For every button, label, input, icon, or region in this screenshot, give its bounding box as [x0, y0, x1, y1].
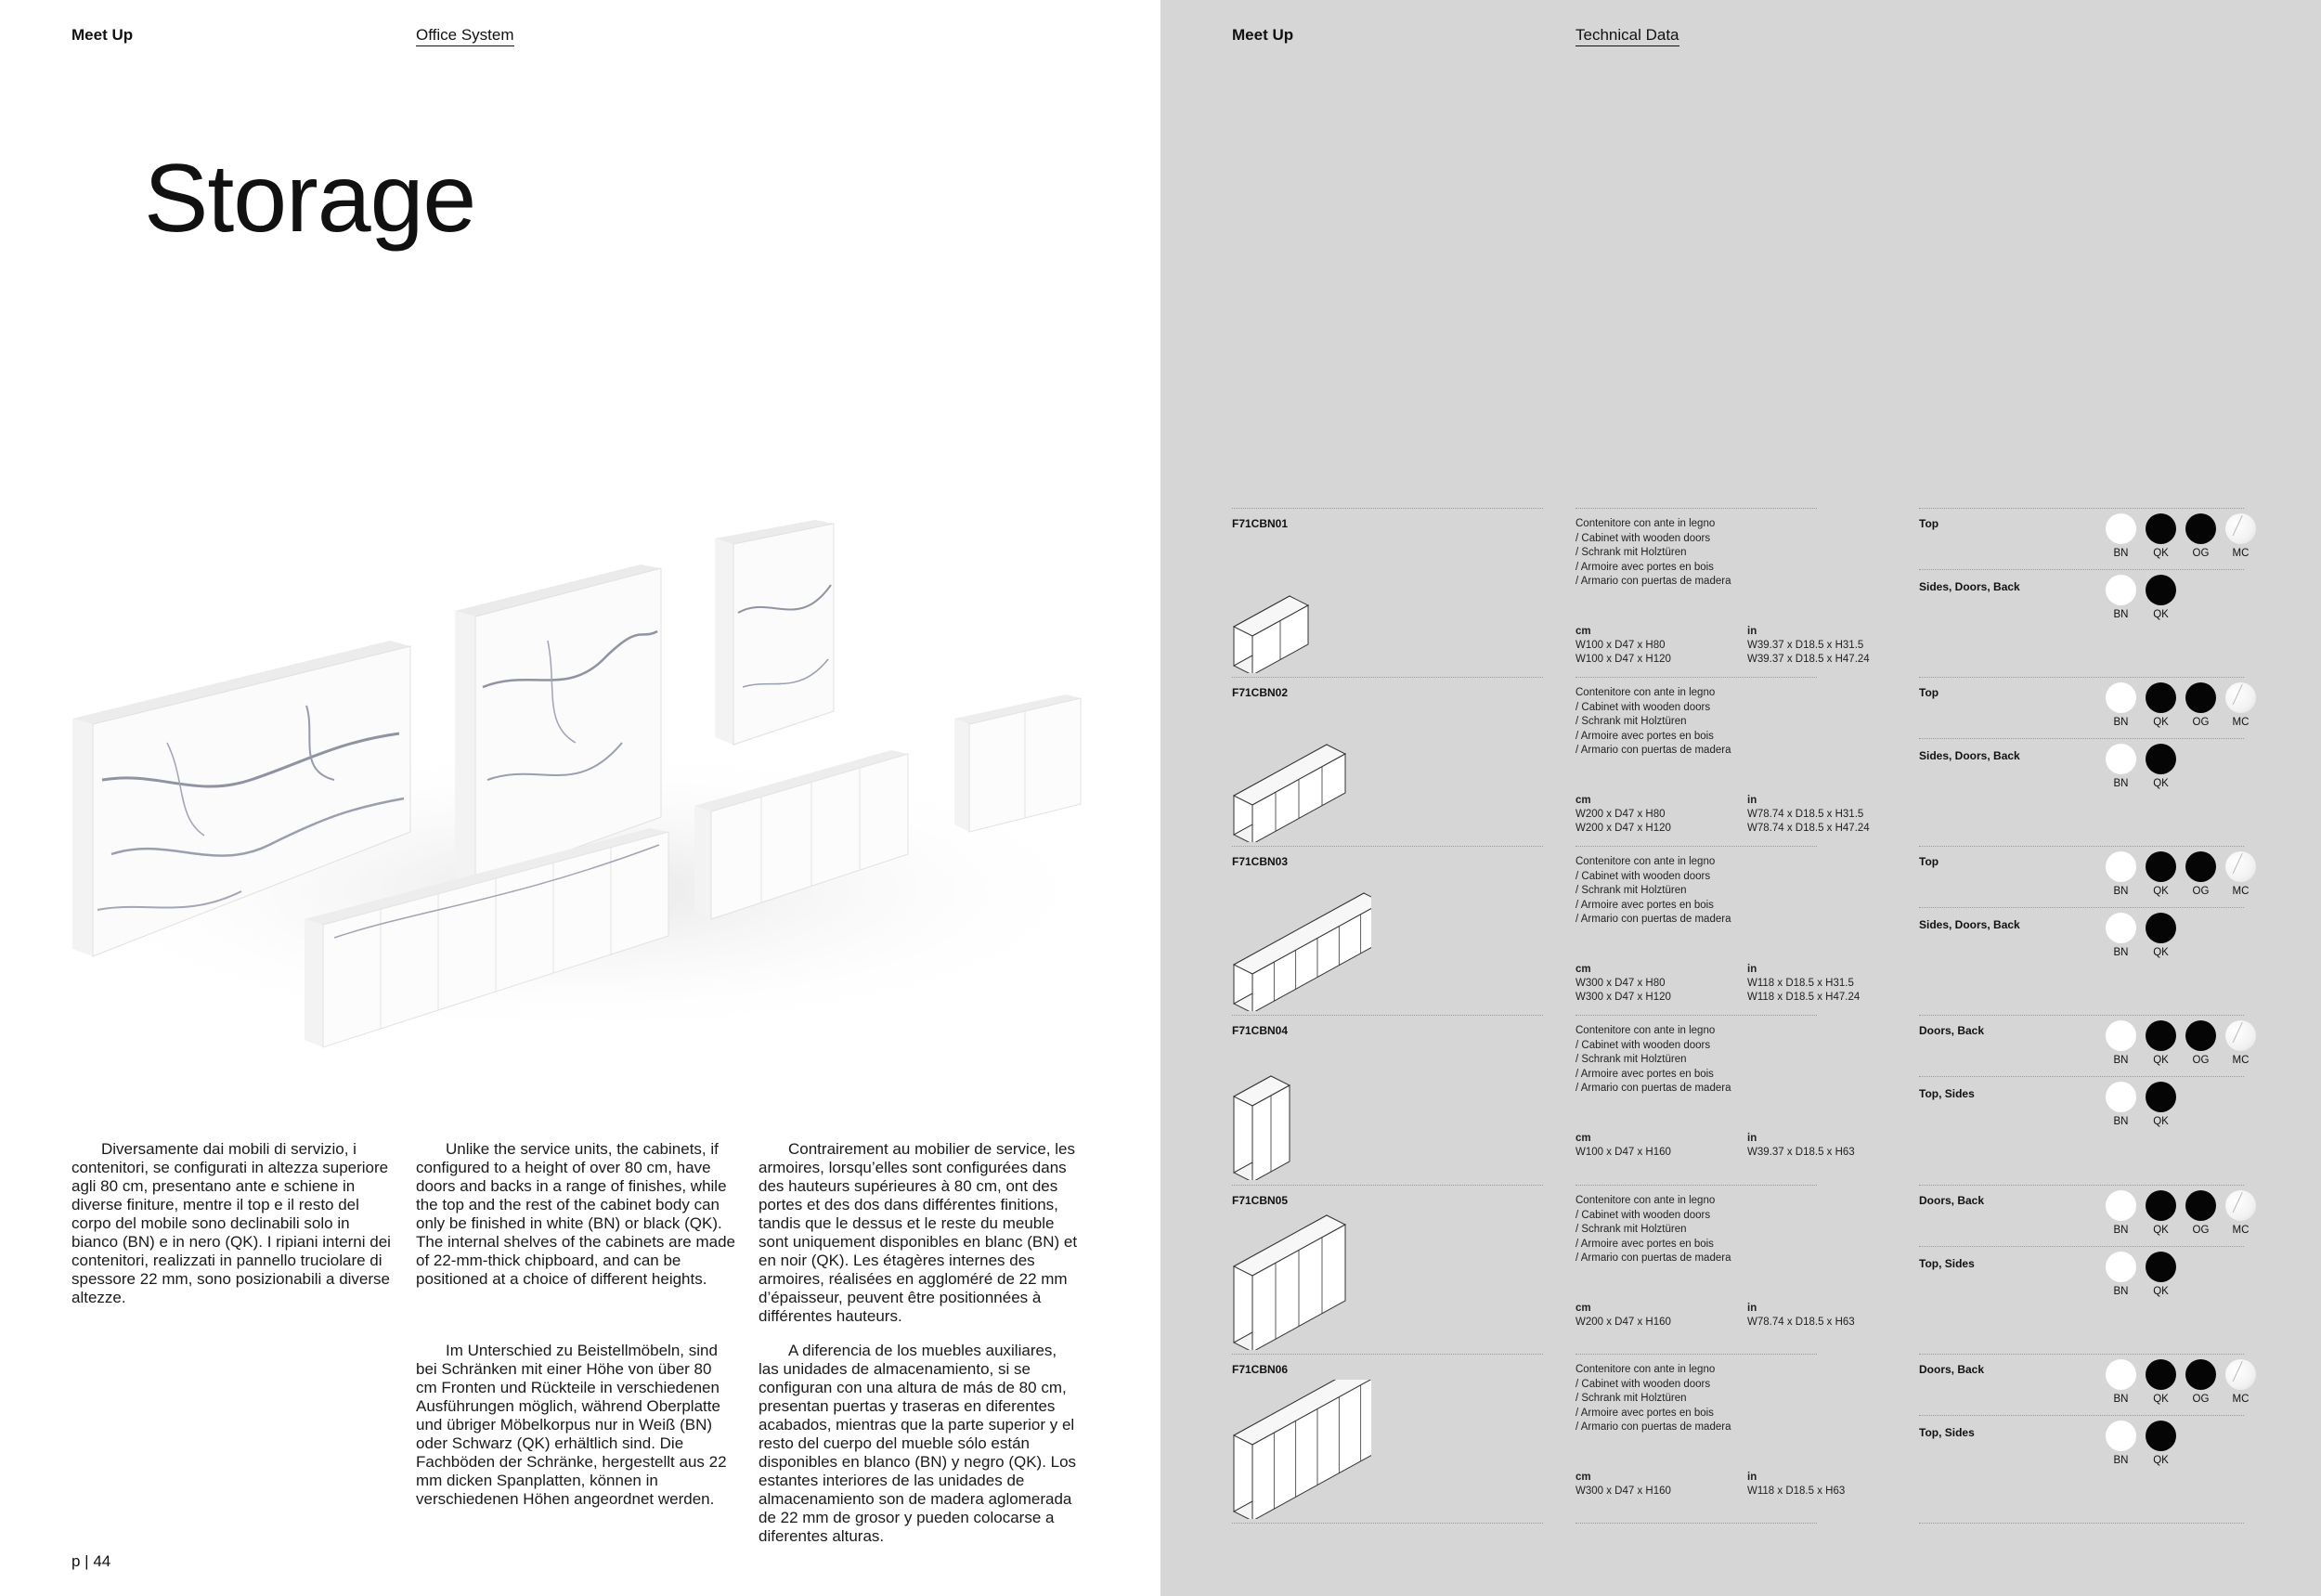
swatch-code: MC — [2232, 886, 2250, 897]
dimension-value: W300 x D47 x H120 — [1575, 992, 1671, 1003]
finish-swatch[interactable] — [2145, 744, 2177, 789]
dimensions-cm — [1575, 794, 1671, 836]
text-english: Unlike the service units, the cabinets, if configured to a height of over 80 cm, have doors and backs in a range of finishes, while the top and the rest of the cabinet body can only be finished in white (BN) or black (QK). The internal shelves of the cabinets are made of 22-mm-thick chipboard, and can be positioned at a choice of different heights. — [416, 1140, 735, 1288]
finish-swatches — [2105, 682, 2257, 728]
swatch-color — [2225, 1359, 2256, 1390]
finish-divider — [1919, 738, 2244, 739]
finish-swatch[interactable] — [2105, 1252, 2137, 1297]
row-divider — [1919, 1015, 2244, 1016]
swatch-code: BN — [2113, 1116, 2129, 1127]
product-row — [1232, 846, 2250, 1015]
finish-label: Sides, Doors, Back — [1919, 918, 2020, 931]
swatch-color — [2106, 1190, 2136, 1221]
row-divider — [1232, 1185, 1543, 1186]
finish-swatch[interactable] — [2145, 1252, 2177, 1297]
unit-label: cm — [1575, 795, 1591, 806]
row-divider — [1232, 846, 1543, 847]
swatch-color — [2146, 1359, 2176, 1390]
unit-label: cm — [1575, 1472, 1591, 1483]
finish-swatch[interactable] — [2105, 1020, 2137, 1066]
brand-title: Meet Up — [1232, 26, 1294, 44]
section-link[interactable]: Office System — [416, 26, 514, 46]
finish-swatch[interactable] — [2224, 682, 2257, 728]
description-line: / Cabinet with wooden doors — [1575, 1378, 1711, 1390]
swatch-color — [2185, 851, 2216, 882]
swatch-code: OG — [2192, 886, 2210, 897]
product-code: F71CBN06 — [1232, 1363, 1289, 1376]
dimension-value: W39.37 x D18.5 x H47.24 — [1747, 654, 1870, 665]
finish-label: Top — [1919, 686, 1939, 699]
finish-swatch[interactable] — [2224, 1020, 2257, 1066]
swatch-code: OG — [2192, 717, 2210, 728]
finish-swatches — [2105, 1020, 2257, 1066]
product-code: F71CBN05 — [1232, 1194, 1289, 1207]
description-line: / Cabinet with wooden doors — [1575, 1039, 1711, 1051]
description-line: / Armario con puertas de madera — [1575, 1252, 1731, 1264]
swatch-color — [2225, 1020, 2256, 1051]
swatch-color — [2106, 851, 2136, 882]
swatch-code: QK — [2153, 1394, 2169, 1405]
text-spanish: A diferencia de los muebles auxiliares, las unidades de almacenamiento, si se configuran con una altura de más de 80 cm, presentan puertas y traseras en diferentes acabados, mientras que la parte superior y el resto del cuerpo del mueble sólo están disponibles en blanco (BN) y negro (QK). Los estantes interiores de las unidades de almacenamiento son de madera aglomerada de 22 mm de grosor y pueden colocarse a diferentes alturas. — [759, 1342, 1077, 1545]
row-divider — [1919, 1354, 2244, 1355]
swatch-code: QK — [2153, 548, 2169, 559]
dimensions-in — [1747, 1132, 1855, 1160]
dimension-value: W100 x D47 x H80 — [1575, 640, 1666, 651]
cabinet-line-drawing — [1232, 872, 1371, 1011]
finish-swatch[interactable] — [2185, 513, 2217, 559]
row-divider — [1575, 508, 1817, 509]
unit-label: in — [1747, 1472, 1757, 1483]
swatch-code: BN — [2113, 886, 2129, 897]
product-code: F71CBN01 — [1232, 517, 1289, 530]
cabinet-line-drawing — [1232, 1211, 1371, 1350]
dimensions-in — [1747, 794, 1870, 836]
finish-swatches — [2105, 913, 2177, 958]
swatch-color — [2146, 744, 2176, 774]
dimension-value: W200 x D47 x H120 — [1575, 823, 1671, 834]
dimensions-in — [1747, 625, 1870, 667]
finish-swatch[interactable] — [2224, 1359, 2257, 1405]
row-divider — [1232, 677, 1543, 678]
finish-label: Doors, Back — [1919, 1363, 1985, 1376]
finish-label: Top, Sides — [1919, 1426, 1975, 1439]
swatch-color — [2146, 1082, 2176, 1112]
dimension-value: W300 x D47 x H160 — [1575, 1486, 1671, 1497]
row-divider — [1232, 1015, 1543, 1016]
dimensions-cm — [1575, 1302, 1671, 1330]
swatch-code: BN — [2113, 1455, 2129, 1466]
finish-label: Top, Sides — [1919, 1257, 1975, 1270]
swatch-code: QK — [2153, 1286, 2169, 1297]
dimension-value: W78.74 x D18.5 x H47.24 — [1747, 823, 1870, 834]
description-line: Contenitore con ante in legno — [1575, 856, 1716, 867]
product-row — [1232, 508, 2250, 677]
swatch-code: MC — [2232, 1055, 2250, 1066]
finish-swatch[interactable] — [2185, 1020, 2217, 1066]
row-divider — [1575, 1523, 1817, 1524]
finish-swatch[interactable] — [2145, 1190, 2177, 1236]
swatch-code: BN — [2113, 778, 2129, 789]
swatch-color — [2225, 851, 2256, 882]
swatch-color — [2106, 1359, 2136, 1390]
product-code: F71CBN03 — [1232, 855, 1289, 868]
finish-swatch[interactable] — [2105, 851, 2137, 897]
finish-swatch[interactable] — [2185, 1190, 2217, 1236]
dimensions-in — [1747, 1302, 1855, 1330]
product-description — [1575, 1194, 1854, 1266]
finish-swatch[interactable] — [2224, 851, 2257, 897]
description-line: / Armario con puertas de madera — [1575, 914, 1731, 925]
description-line: / Armoire avec portes en bois — [1575, 1238, 1714, 1250]
dimensions-in — [1747, 963, 1860, 1005]
swatch-color — [2225, 682, 2256, 713]
swatch-color — [2106, 575, 2136, 605]
description-line: / Cabinet with wooden doors — [1575, 870, 1711, 882]
swatch-code: QK — [2153, 1225, 2169, 1236]
finish-label: Sides, Doors, Back — [1919, 580, 2020, 593]
page-title: Storage — [144, 145, 476, 253]
finish-swatch[interactable] — [2185, 1359, 2217, 1405]
finish-swatch[interactable] — [2224, 1190, 2257, 1236]
swatch-code: BN — [2113, 1394, 2129, 1405]
description-line: / Cabinet with wooden doors — [1575, 701, 1711, 713]
swatch-color — [2185, 513, 2216, 544]
text-french: Contrairement au mobilier de service, les armoires, lorsqu’elles sont configurées dans des hauteurs supérieures à 80 cm, ont des portes et des dos dans différentes finitions, tandis que le dessus et le reste du meuble sont uniquement disponibles en blanc (BN) et en noir (QK). Les étagères internes des armoires, réalisées en aggloméré de 22 mm d’épaisseur, peuvent être positionnées à différentes hauteurs. — [759, 1140, 1078, 1325]
text-german: Im Unterschied zu Beistellmöbeln, sind bei Schränken mit einer Höhe von über 80 cm Fronten und Rückteile in verschiedenen Ausführungen möglich, während Oberplatte und übriger Möbelkorpus nur in Weiß (BN) oder Schwarz (QK) erhältlich sind. Die Fachböden der Schränke, hergestellt aus 22 mm dicken Spanplatten, können in verschiedenen Höhen angeordnet werden. — [416, 1342, 727, 1508]
finish-divider — [1919, 1076, 2244, 1077]
finish-swatch[interactable] — [2145, 513, 2177, 559]
description-line: / Schrank mit Holztüren — [1575, 716, 1687, 727]
finish-swatch[interactable] — [2145, 1020, 2177, 1066]
unit-label: in — [1747, 626, 1757, 637]
description-line: / Armario con puertas de madera — [1575, 576, 1731, 587]
swatch-color — [2146, 913, 2176, 943]
description-line: / Schrank mit Holztüren — [1575, 547, 1687, 558]
finish-swatch[interactable] — [2105, 913, 2137, 958]
description-line: / Schrank mit Holztüren — [1575, 1054, 1687, 1065]
dimensions-cm — [1575, 963, 1671, 1005]
dimension-value: W100 x D47 x H160 — [1575, 1147, 1671, 1158]
swatch-color — [2185, 1020, 2216, 1051]
dimension-value: W100 x D47 x H120 — [1575, 654, 1671, 665]
description-line: / Armario con puertas de madera — [1575, 1083, 1731, 1094]
unit-label: cm — [1575, 1133, 1591, 1144]
product-row — [1232, 1354, 2250, 1523]
unit-label: cm — [1575, 964, 1591, 975]
dimensions-in — [1747, 1471, 1845, 1499]
finish-label: Top — [1919, 855, 1939, 868]
finish-divider — [1919, 1415, 2244, 1416]
swatch-color — [2146, 1190, 2176, 1221]
product-description — [1575, 855, 1854, 928]
finish-swatch[interactable] — [2105, 1359, 2137, 1405]
swatch-code: BN — [2113, 1286, 2129, 1297]
row-divider — [1919, 677, 2244, 678]
finish-label: Sides, Doors, Back — [1919, 749, 2020, 762]
cabinet-line-drawing — [1232, 1380, 1371, 1519]
swatch-code: QK — [2153, 1116, 2169, 1127]
description-line: Contenitore con ante in legno — [1575, 1025, 1716, 1036]
finish-swatches — [2105, 744, 2177, 789]
swatch-code: BN — [2113, 548, 2129, 559]
swatch-code: BN — [2113, 947, 2129, 958]
swatch-color — [2146, 682, 2176, 713]
product-description — [1575, 1024, 1854, 1096]
swatch-code: BN — [2113, 717, 2129, 728]
swatch-code: OG — [2192, 548, 2210, 559]
swatch-code: OG — [2192, 1394, 2210, 1405]
swatch-color — [2146, 1421, 2176, 1451]
description-line: / Armario con puertas de madera — [1575, 745, 1731, 756]
product-row — [1232, 677, 2250, 846]
swatch-color — [2106, 744, 2136, 774]
finish-swatches — [2105, 1421, 2177, 1466]
swatch-code: MC — [2232, 548, 2250, 559]
product-description — [1575, 517, 1854, 590]
row-divider — [1919, 846, 2244, 847]
product-code: F71CBN04 — [1232, 1024, 1289, 1037]
dimension-value: W118 x D18.5 x H63 — [1747, 1486, 1846, 1497]
row-divider — [1919, 1185, 2244, 1186]
finish-swatch[interactable] — [2145, 913, 2177, 958]
finish-swatches — [2105, 1359, 2257, 1405]
swatch-code: QK — [2153, 778, 2169, 789]
swatch-color — [2146, 513, 2176, 544]
description-line: / Armario con puertas de madera — [1575, 1421, 1731, 1433]
dimension-value: W200 x D47 x H160 — [1575, 1317, 1671, 1328]
dimensions-cm — [1575, 625, 1671, 667]
description-line: Contenitore con ante in legno — [1575, 518, 1716, 529]
finish-swatches — [2105, 575, 2177, 620]
dimension-value: W118 x D18.5 x H47.24 — [1747, 992, 1861, 1003]
finish-swatch[interactable] — [2145, 682, 2177, 728]
description-line: Contenitore con ante in legno — [1575, 1195, 1716, 1206]
swatch-code: MC — [2232, 1394, 2250, 1405]
finish-label: Top, Sides — [1919, 1087, 1975, 1100]
swatch-code: MC — [2232, 717, 2250, 728]
swatch-color — [2106, 682, 2136, 713]
cabinet-line-drawing — [1232, 1041, 1371, 1180]
cabinet-line-drawing — [1232, 534, 1371, 673]
description-line: / Armoire avec portes en bois — [1575, 1068, 1714, 1080]
description-line: Contenitore con ante in legno — [1575, 1364, 1716, 1375]
swatch-code: QK — [2153, 1455, 2169, 1466]
description-line: / Armoire avec portes en bois — [1575, 561, 1714, 573]
finish-swatch[interactable] — [2105, 513, 2137, 559]
swatch-color — [2225, 1190, 2256, 1221]
row-divider — [1575, 1015, 1817, 1016]
swatch-code: MC — [2232, 1225, 2250, 1236]
swatch-code: QK — [2153, 947, 2169, 958]
finish-swatch[interactable] — [2224, 513, 2257, 559]
swatch-color — [2146, 851, 2176, 882]
description-line: / Armoire avec portes en bois — [1575, 899, 1714, 911]
dimension-value: W78.74 x D18.5 x H63 — [1747, 1317, 1855, 1328]
unit-label: in — [1747, 795, 1757, 806]
finish-swatch[interactable] — [2185, 682, 2217, 728]
unit-label: in — [1747, 1133, 1757, 1144]
unit-label: cm — [1575, 1303, 1591, 1314]
storage-cabinets-illustration — [28, 501, 1142, 1077]
swatch-color — [2106, 1082, 2136, 1112]
dimension-value: W78.74 x D18.5 x H31.5 — [1747, 809, 1864, 820]
finish-swatch[interactable] — [2145, 851, 2177, 897]
description-line: / Schrank mit Holztüren — [1575, 885, 1687, 896]
finish-swatch[interactable] — [2105, 1082, 2137, 1127]
swatch-color — [2146, 1252, 2176, 1282]
finish-swatch[interactable] — [2185, 851, 2217, 897]
swatch-code: QK — [2153, 609, 2169, 620]
finish-swatch[interactable] — [2145, 575, 2177, 620]
dimension-value: W200 x D47 x H80 — [1575, 809, 1666, 820]
finish-divider — [1919, 1246, 2244, 1247]
product-row — [1232, 1185, 2250, 1354]
description-line: / Armoire avec portes en bois — [1575, 730, 1714, 742]
swatch-color — [2185, 1190, 2216, 1221]
finish-swatches — [2105, 851, 2257, 897]
swatch-code: OG — [2192, 1055, 2210, 1066]
swatch-color — [2225, 513, 2256, 544]
finish-swatch[interactable] — [2105, 682, 2137, 728]
finish-swatch[interactable] — [2105, 1190, 2137, 1236]
finish-swatch[interactable] — [2145, 1421, 2177, 1466]
finish-label: Doors, Back — [1919, 1194, 1985, 1207]
description-line: Contenitore con ante in legno — [1575, 687, 1716, 698]
finish-swatches — [2105, 513, 2257, 559]
swatch-code: QK — [2153, 1055, 2169, 1066]
unit-label: in — [1747, 1303, 1757, 1314]
finish-swatch[interactable] — [2105, 744, 2137, 789]
swatch-color — [2106, 1252, 2136, 1282]
finish-divider — [1919, 907, 2244, 908]
finish-swatches — [2105, 1252, 2177, 1297]
finish-label: Doors, Back — [1919, 1024, 1985, 1037]
finish-swatch[interactable] — [2105, 575, 2137, 620]
swatch-color — [2106, 1421, 2136, 1451]
product-description — [1575, 686, 1854, 759]
swatch-color — [2185, 682, 2216, 713]
swatch-color — [2146, 575, 2176, 605]
unit-label: cm — [1575, 626, 1591, 637]
finish-divider — [1919, 569, 2244, 570]
dimensions-cm — [1575, 1132, 1671, 1160]
left-page — [0, 0, 1160, 1596]
dimensions-cm — [1575, 1471, 1671, 1499]
product-code: F71CBN02 — [1232, 686, 1289, 699]
cabinet-small — [954, 694, 1081, 832]
product-description — [1575, 1363, 1854, 1435]
unit-label: in — [1747, 964, 1757, 975]
description-line: / Armoire avec portes en bois — [1575, 1407, 1714, 1419]
finish-swatch[interactable] — [2145, 1082, 2177, 1127]
finish-swatch[interactable] — [2145, 1359, 2177, 1405]
swatch-code: OG — [2192, 1225, 2210, 1236]
row-divider — [1232, 1523, 1543, 1524]
swatch-code: QK — [2153, 886, 2169, 897]
row-divider — [1575, 1185, 1817, 1186]
dimension-value: W39.37 x D18.5 x H31.5 — [1747, 640, 1864, 651]
swatch-color — [2185, 1359, 2216, 1390]
swatch-code: BN — [2113, 609, 2129, 620]
row-divider — [1575, 846, 1817, 847]
description-line: / Schrank mit Holztüren — [1575, 1224, 1687, 1235]
row-divider — [1919, 1523, 2244, 1524]
description-line: / Schrank mit Holztüren — [1575, 1393, 1687, 1404]
cabinet-narrow-marble — [715, 520, 834, 745]
row-divider — [1919, 508, 2244, 509]
dimension-value: W118 x D18.5 x H31.5 — [1747, 978, 1854, 989]
swatch-color — [2146, 1020, 2176, 1051]
finish-swatches — [2105, 1082, 2177, 1127]
row-divider — [1575, 1354, 1817, 1355]
description-line: / Cabinet with wooden doors — [1575, 532, 1711, 544]
row-divider — [1232, 1354, 1543, 1355]
cabinet-line-drawing — [1232, 703, 1371, 842]
product-row — [1232, 1015, 2250, 1184]
swatch-color — [2106, 913, 2136, 943]
text-italian: Diversamente dai mobili di servizio, i contenitori, se configurati in altezza superiore agli 80 cm, presentano ante e schiene in diverse finiture, mentre il top e il resto del corpo del mobile sono declinabili solo in bianco (BN) e in nero (QK). I ripiani interni dei contenitori, realizzati in pannello truciolare di spessore 22 mm, sono posizionabili a diverse altezze. — [71, 1140, 391, 1306]
finish-swatch[interactable] — [2105, 1421, 2137, 1466]
row-divider — [1232, 508, 1543, 509]
swatch-color — [2106, 513, 2136, 544]
row-divider — [1575, 677, 1817, 678]
finish-swatches — [2105, 1190, 2257, 1236]
swatch-code: QK — [2153, 717, 2169, 728]
finish-label: Top — [1919, 517, 1939, 530]
dimension-value: W300 x D47 x H80 — [1575, 978, 1666, 989]
swatch-code: BN — [2113, 1055, 2129, 1066]
swatch-color — [2106, 1020, 2136, 1051]
description-line: / Cabinet with wooden doors — [1575, 1209, 1711, 1221]
dimension-value: W39.37 x D18.5 x H63 — [1747, 1147, 1855, 1158]
swatch-code: BN — [2113, 1225, 2129, 1236]
section-link[interactable]: Technical Data — [1575, 26, 1679, 46]
brand-title: Meet Up — [71, 26, 134, 44]
page-number: p | 44 — [71, 1552, 111, 1570]
